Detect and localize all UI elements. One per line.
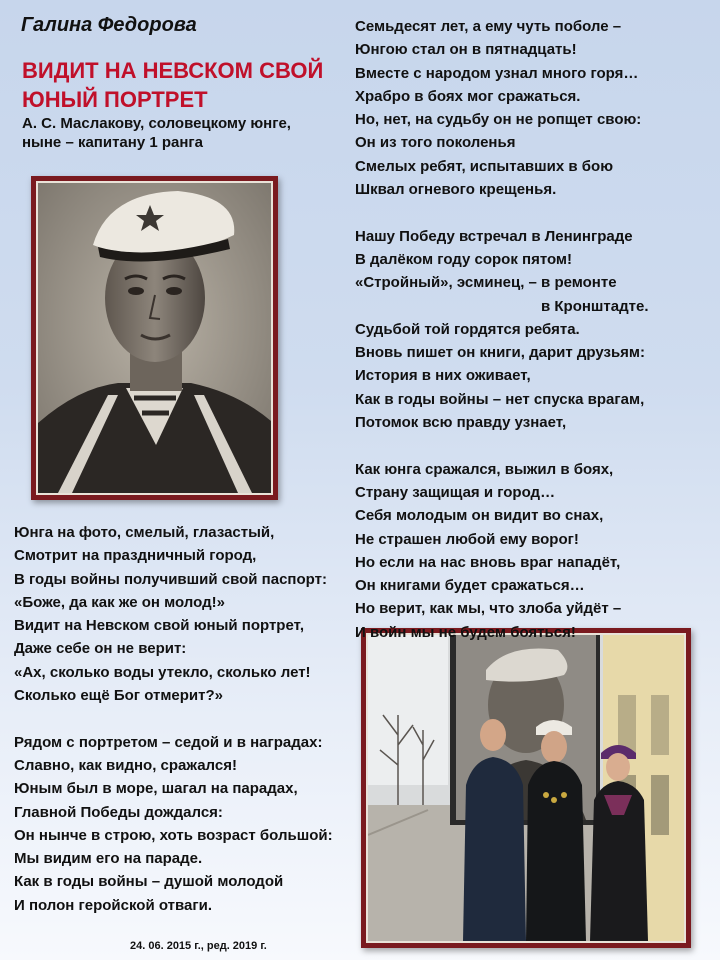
poem-line: Он книгами будет сражаться… [355, 577, 585, 595]
poem-line: Как в годы войны – нет спуска врагам, [355, 390, 645, 408]
poem-line: Но, нет, на судьбу он не ропщет свою: [355, 111, 642, 129]
poem-line: «Ах, сколько воды утекло, сколько лет! [14, 663, 311, 681]
poem-title [22, 56, 322, 114]
poem-line: Судьбой той гордятся ребята. [355, 320, 580, 338]
poem-line: Как в годы войны – душой молодой [14, 873, 284, 891]
poem-line: Вместе с народом узнал много горя… [355, 64, 639, 82]
poem-line: Но верит, как мы, что злоба уйдёт – [355, 600, 622, 618]
poem-line: В годы войны получивший свой паспорт: [14, 570, 327, 588]
stanza-gap [355, 201, 649, 224]
poem-line: Смелых ребят, испытавших в бою [355, 157, 614, 175]
stanza-gap [14, 707, 333, 730]
young-sailor-photo-image [36, 181, 273, 495]
title-line-2: ЮНЫЙ ПОРТРЕТ [22, 87, 208, 112]
poem-line: Семьдесят лет, а ему чуть поболе – [355, 18, 622, 35]
poem-line: Мы видим его на параде. [14, 850, 203, 868]
dedication-line-1: А. С. Маслакову, соловецкому юнге, [22, 115, 291, 132]
dedication [22, 114, 332, 152]
poem-line: Храбро в боях мог сражаться. [355, 87, 581, 105]
poem-line: Рядом с портретом – седой и в наградах: [14, 733, 323, 751]
author-name: Галина Федорова [21, 14, 197, 36]
poem-line: Видит на Невском свой юный портрет, [14, 617, 304, 635]
poem-line: Юнга на фото, смелый, глазастый, [14, 524, 275, 541]
poem-column-left [14, 521, 333, 917]
poem-line: Он нынче в строю, хоть возраст большой: [14, 826, 333, 844]
poem-line: Даже себе он не верит: [14, 640, 187, 658]
poem-line: Потомок всю правду узнает, [355, 414, 567, 432]
poem-line: в Кронштадте. [541, 297, 649, 315]
poem-line: Юнгою стал он в пятнадцать! [355, 41, 577, 59]
poem-line: Не страшен любой ему ворог! [355, 530, 579, 548]
poem-line: Юным был в море, шагал на парадах, [14, 780, 298, 798]
poem-line: «Стройный», эсминец, – в ремонте [355, 274, 617, 292]
poem-line: И войн мы не будем бояться! [355, 623, 576, 641]
poem-column-right [355, 15, 649, 644]
poem-line: Себя молодым он видит во снах, [355, 507, 604, 525]
poem-line: И полон геройской отваги. [14, 896, 212, 914]
young-sailor-photo [31, 176, 278, 500]
poem-line: Страну защищая и город… [355, 483, 556, 501]
poem-line: Славно, как видно, сражался! [14, 756, 237, 774]
poem-line: «Боже, да как же он молод!» [14, 593, 225, 611]
poem-line: Сколько ещё Бог отмерит?» [14, 687, 223, 705]
date-line: 24. 06. 2015 г., ред. 2019 г. [130, 940, 267, 952]
poem-line: Смотрит на праздничный город, [14, 547, 257, 565]
poem-line: Нашу Победу встречал в Ленинграде [355, 227, 633, 245]
poem-line: Главной Победы дождался: [14, 803, 223, 821]
poem-line: Как юнга сражался, выжил в боях, [355, 460, 614, 478]
nevsky-portrait-photo [361, 628, 691, 948]
poem-line: Он из того поколенья [355, 134, 516, 152]
poem-line: В далёком году сорок пятом! [355, 250, 573, 268]
stanza-gap [355, 434, 649, 457]
poem-line: История в них оживает, [355, 367, 531, 385]
poem-line: Шквал огневого крещенья. [355, 181, 557, 199]
poem-line: Но если на нас вновь враг нападёт, [355, 553, 621, 571]
dedication-line-2: ныне – капитану 1 ранга [22, 134, 204, 151]
title-line-1: ВИДИТ НА НЕВСКОМ СВОЙ [22, 58, 324, 83]
nevsky-portrait-photo-image [366, 633, 686, 943]
poem-line: Вновь пишет он книги, дарит друзьям: [355, 344, 646, 362]
